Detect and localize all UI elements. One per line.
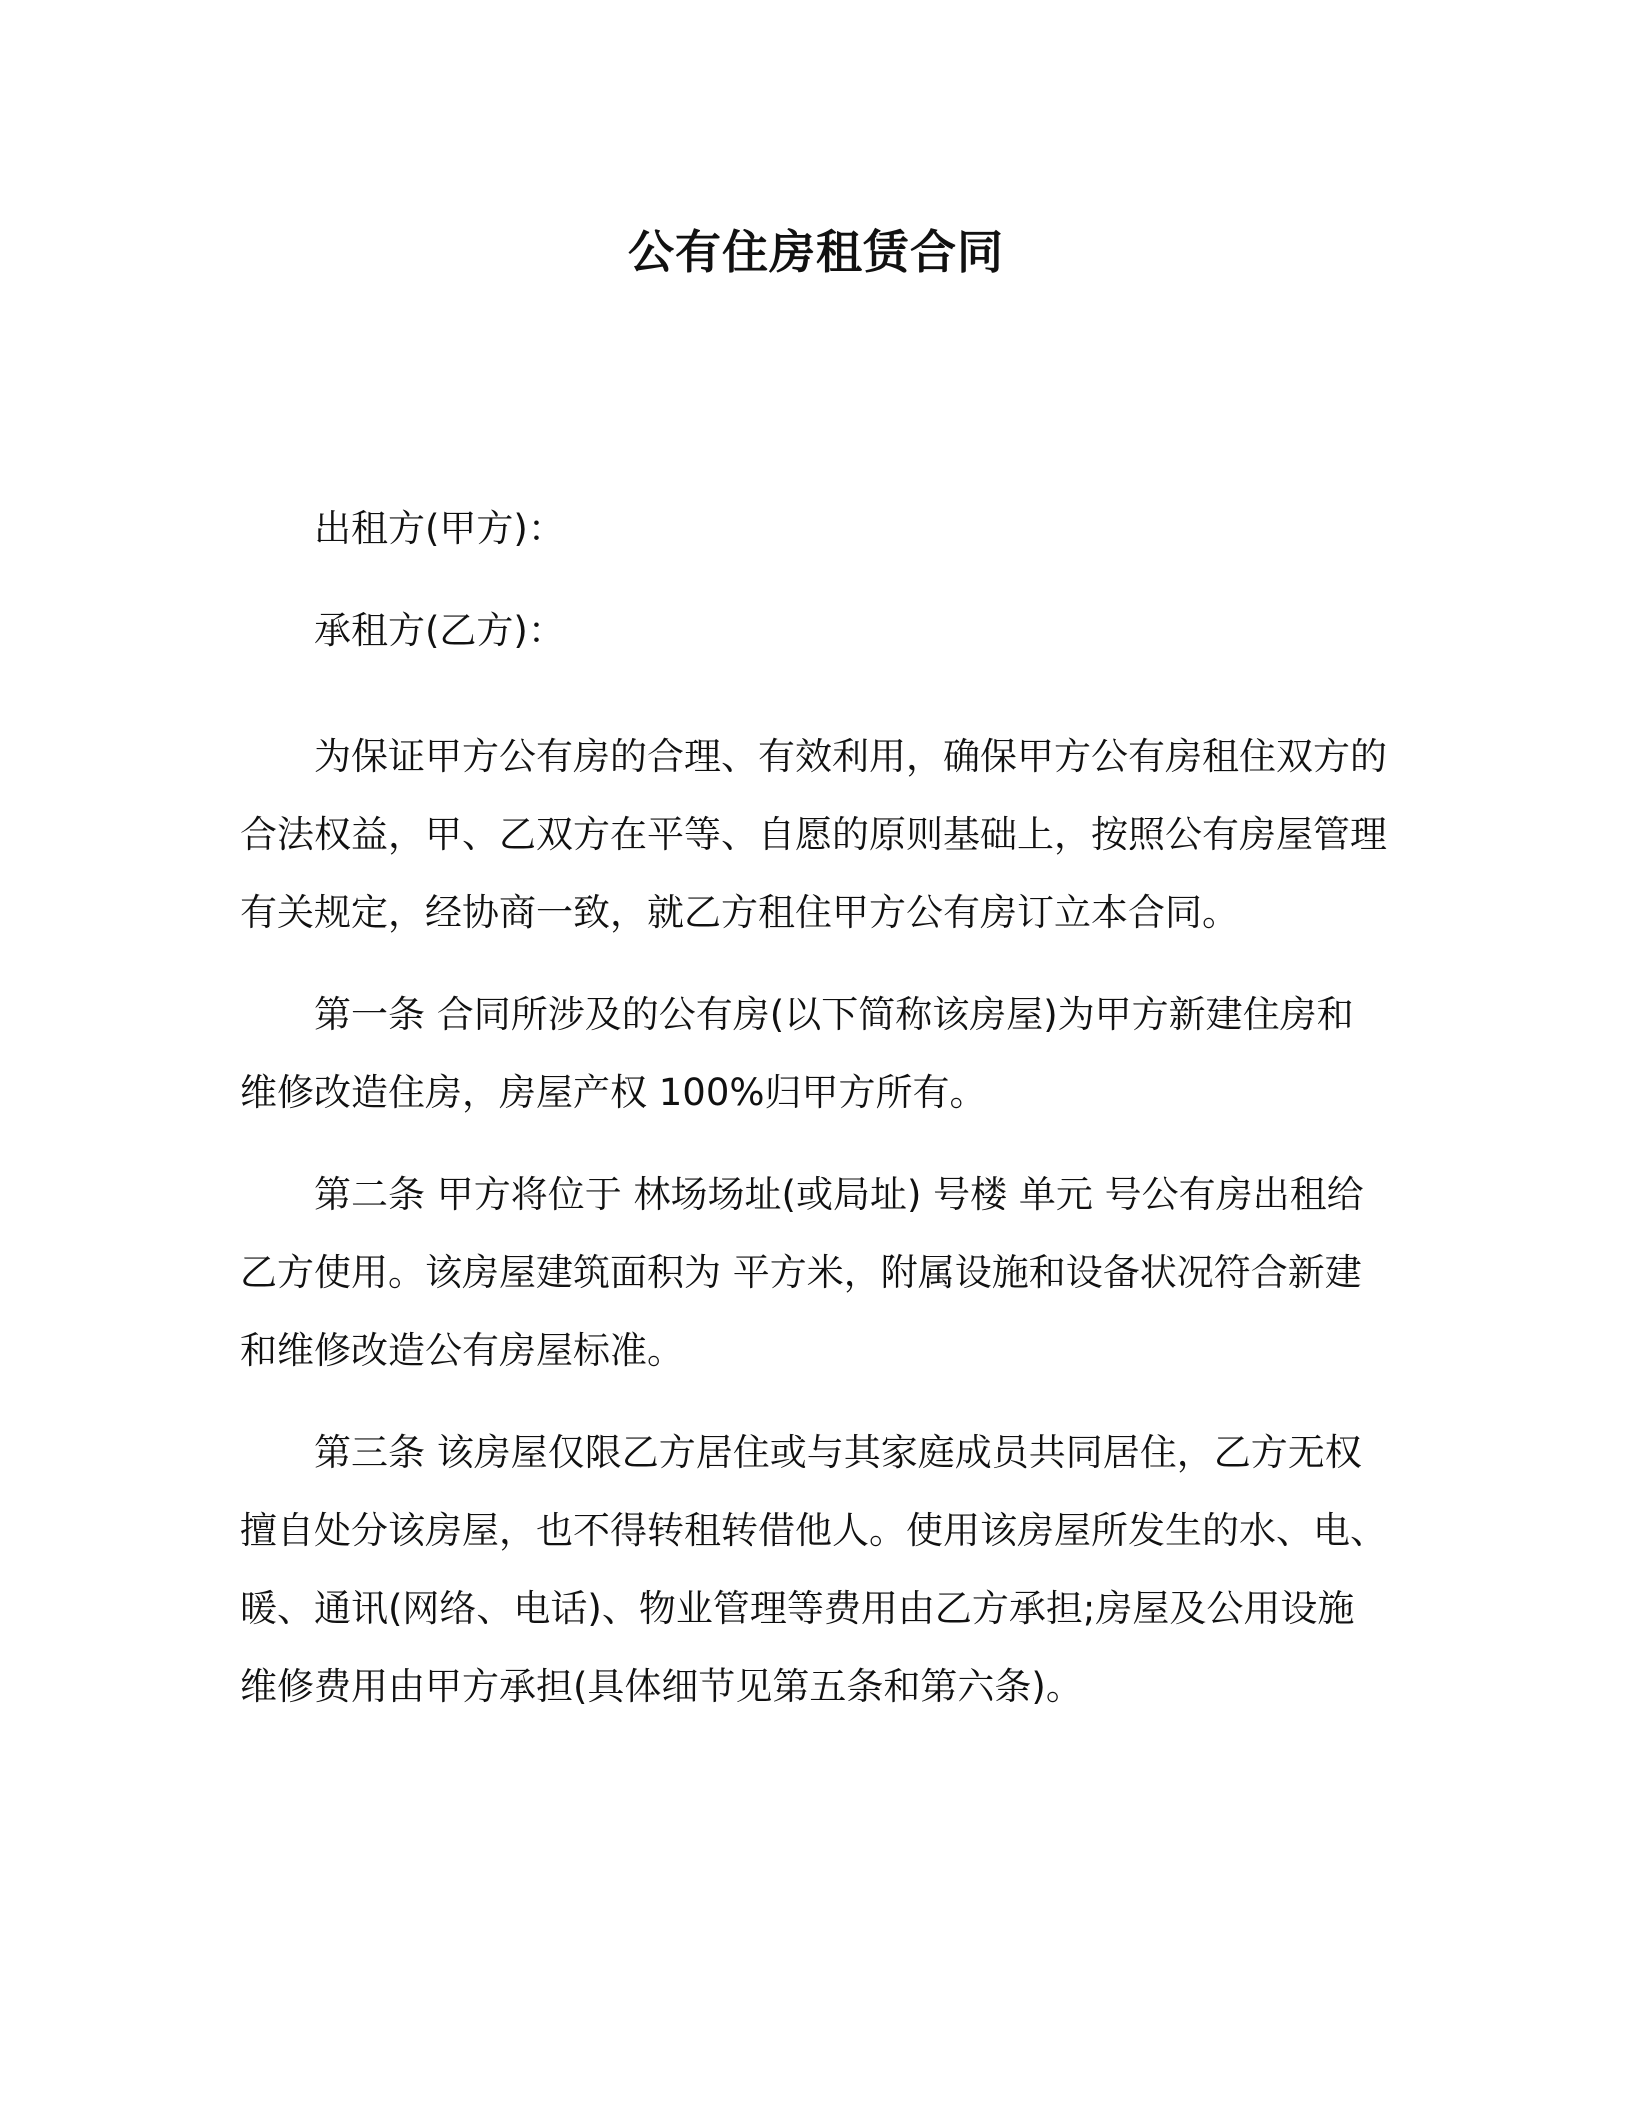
article-1-paragraph: 第一条 合同所涉及的公有房(以下简称该房屋)为甲方新建住房和维修改造住房，房屋产权 100%归甲方所有。: [240, 993, 1354, 1114]
document-body: [240, 490, 1390, 1726]
preamble-paragraph: 为保证甲方公有房的合理、有效利用，确保甲方公有房租住双方的合法权益，甲、乙双方在平等、自愿的原则基础上，按照公有房屋管理有关规定，经协商一致，就乙方租住甲方公有房订立本合同。: [240, 735, 1387, 934]
lessor-label: 出租方(甲方)：: [314, 507, 565, 550]
lessee-label: 承租方(乙方)：: [314, 609, 565, 652]
article-2-paragraph: 第二条 甲方将位于 林场场址(或局址) 号楼 单元 号公有房出租给乙方使用。该房屋建筑面积为 平方米，附属设施和设备状况符合新建和维修改造公有房屋标准。: [240, 1173, 1364, 1372]
article-3-paragraph: 第三条 该房屋仅限乙方居住或与其家庭成员共同居住，乙方无权擅自处分该房屋，也不得转租转借他人。使用该房屋所发生的水、电、暖、通讯(网络、电话)、物业管理等费用由乙方承担;房屋及公用设施维修费用由甲方承担(具体细节见第五条和第六条)。: [240, 1431, 1387, 1708]
document-title: 公有住房租赁合同: [628, 225, 1004, 279]
